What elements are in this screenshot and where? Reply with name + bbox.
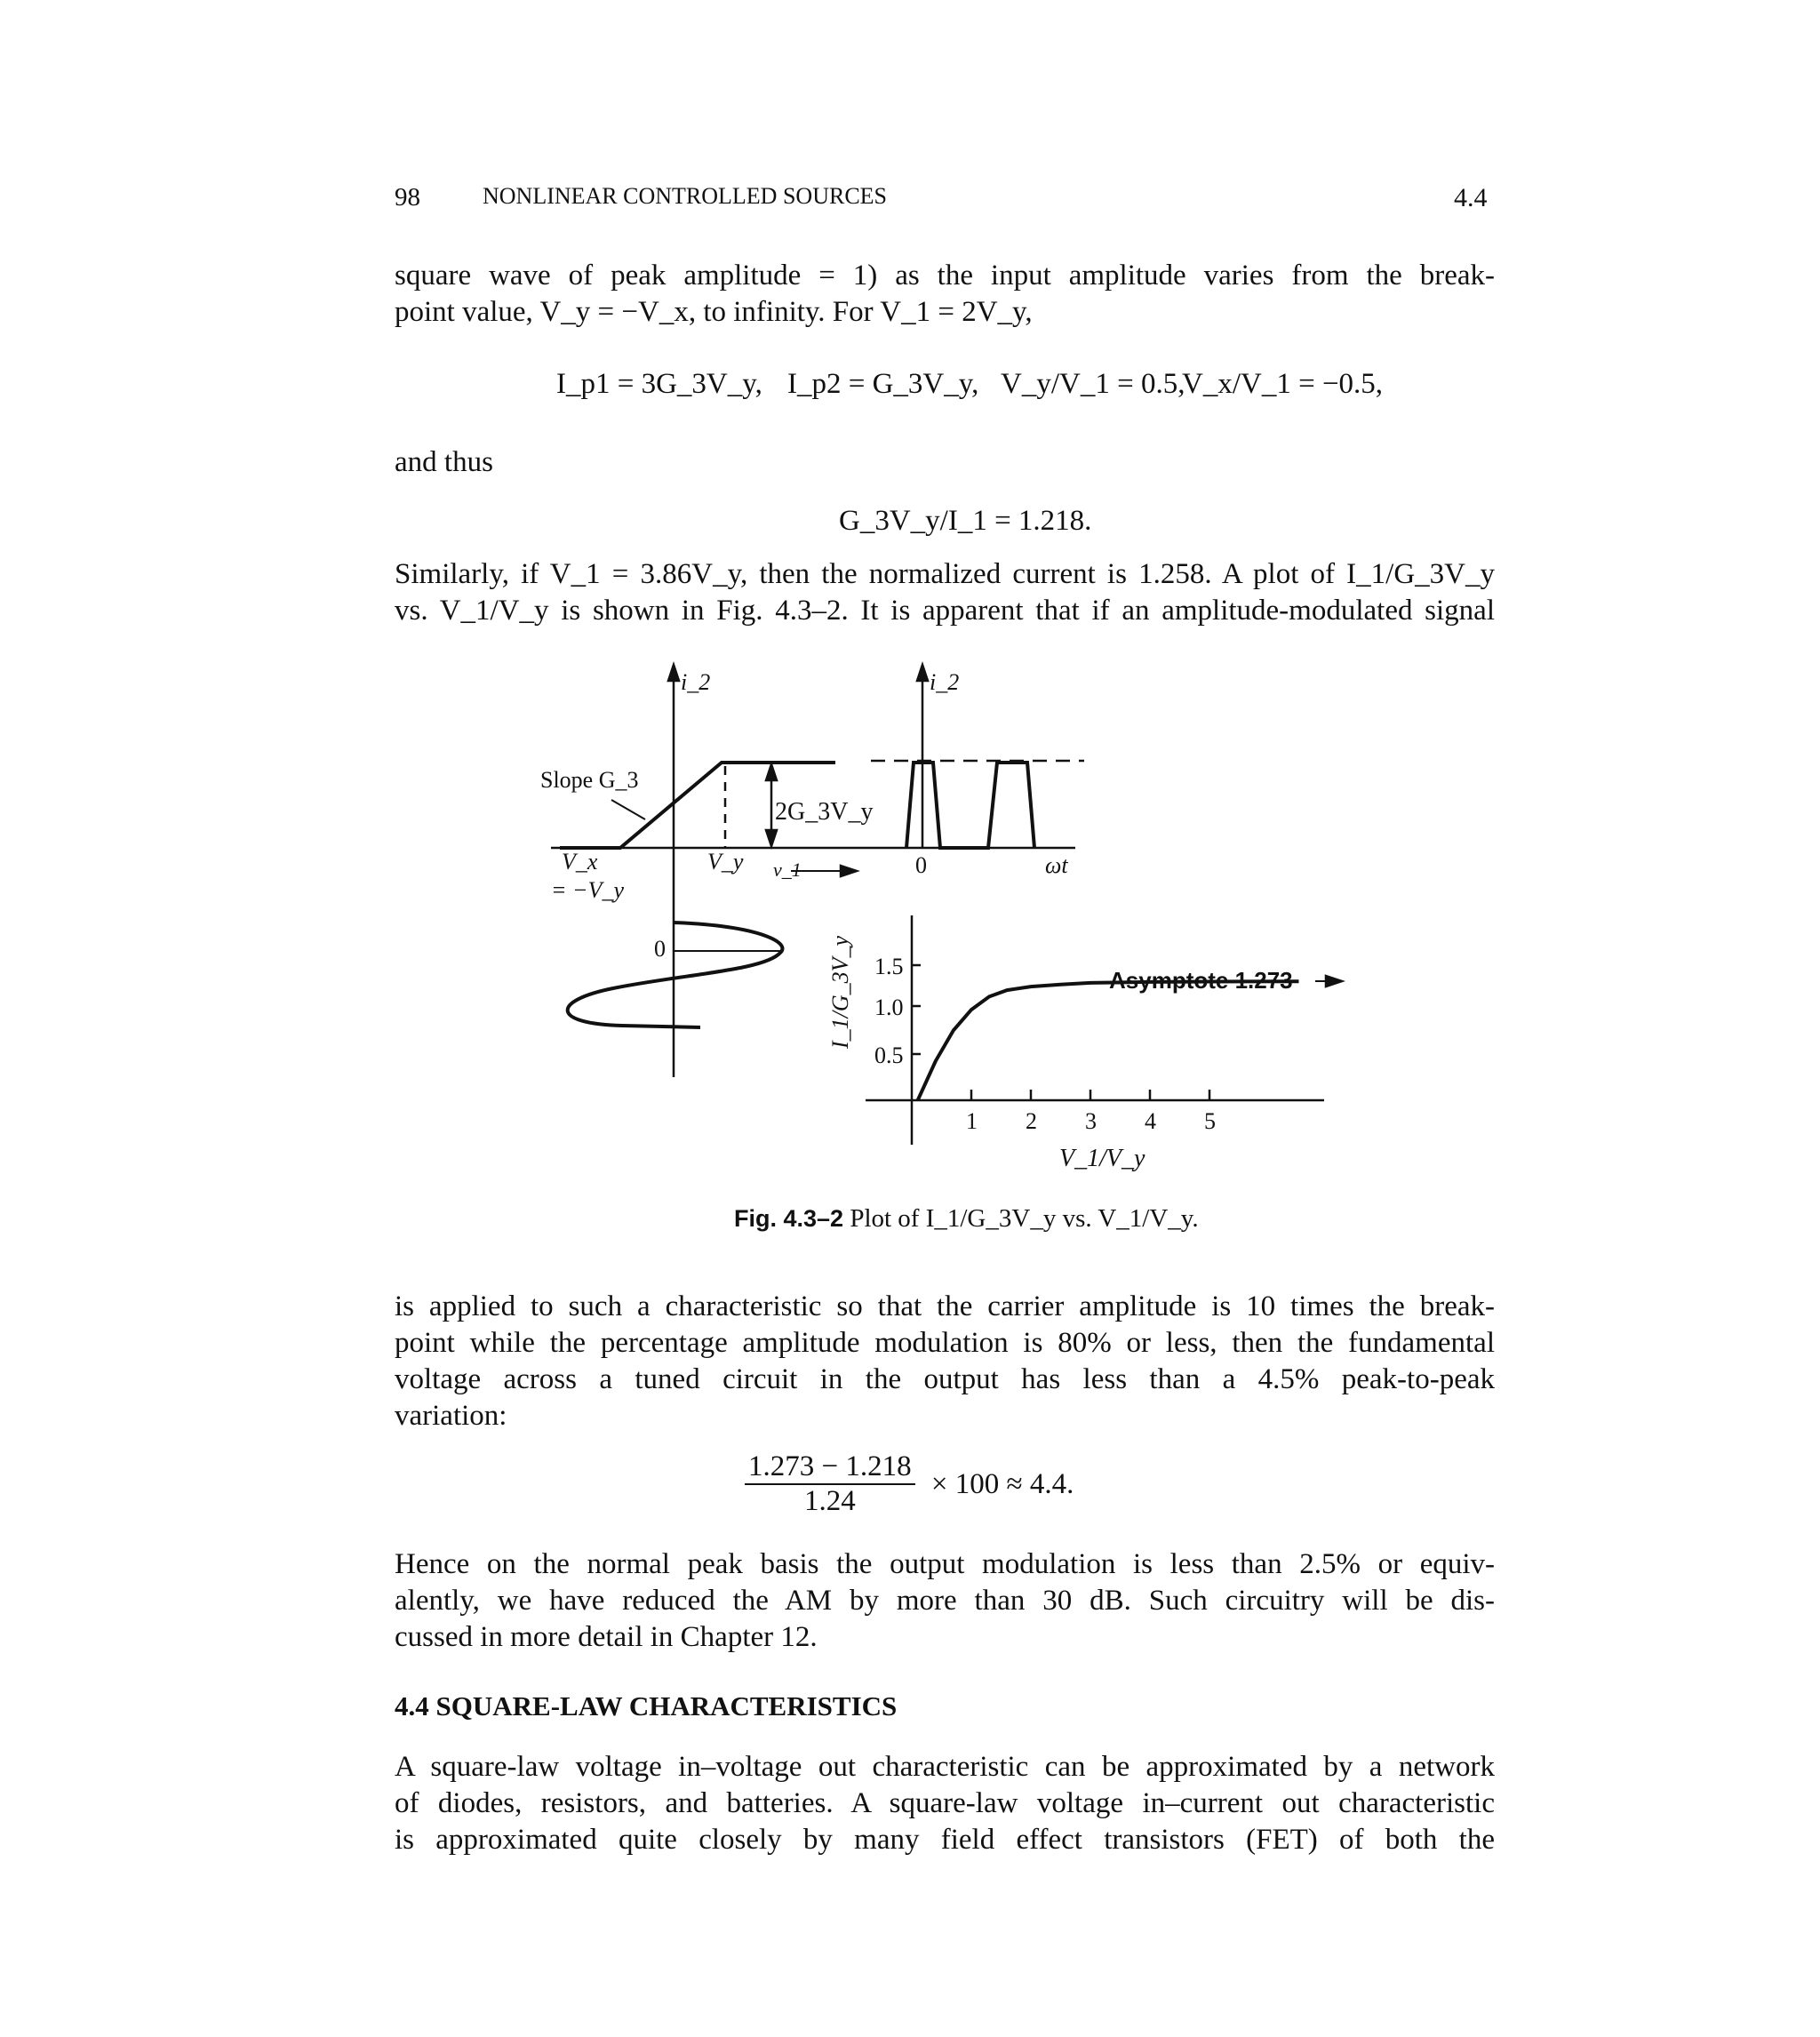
left-axis-arrow-icon [668, 665, 679, 681]
ytick-label: 1.5 [874, 954, 904, 979]
equation-ratio-x: V_x/V_1 = −0.5, [1182, 368, 1384, 400]
xtick-label: 2 [1026, 1108, 1037, 1134]
step-down-arrow-icon [766, 830, 777, 846]
normalized-current-curve [918, 981, 1299, 1100]
text-line: A square-law voltage in–voltage out characteristic can be approximated by a network [395, 1751, 1495, 1783]
text-line: point value, V_y = −V_x, to infinity. For V_1 = 2V_y, [395, 296, 1033, 328]
equation-ip1: I_p1 = 3G_3V_y, [556, 368, 762, 400]
caption-label: Fig. 4.3–2 [734, 1205, 844, 1232]
text-line: square wave of peak amplitude = 1) as the input amplitude varies from the break- [395, 260, 1495, 292]
ytick-label: 0.5 [874, 1042, 904, 1068]
equation-ratio-y: V_y/V_1 = 0.5, [1001, 368, 1185, 400]
figure-caption [734, 1204, 1199, 1234]
text-line: of diodes, resistors, and batteries. A square-law voltage in–current out characteristic [395, 1787, 1495, 1819]
text-line: is applied to such a characteristic so that the carrier amplitude is 10 times the break- [395, 1290, 1495, 1322]
caption-text: Plot of I_1/G_3V_y vs. V_1/V_y. [850, 1204, 1199, 1233]
vx-equals-label: = −V_y [551, 877, 625, 903]
right-axis-label: i_2 [930, 669, 960, 695]
v1-arrow-icon [841, 866, 857, 876]
xtick-label: 3 [1085, 1108, 1097, 1134]
running-title: NONLINEAR CONTROLLED SOURCES [483, 183, 887, 209]
paragraph-3 [395, 1289, 1495, 1434]
v1-label: v_1 [773, 859, 802, 881]
vy-label: V_y [707, 849, 744, 875]
equation-ip2: I_p2 = G_3V_y, [787, 368, 979, 400]
slope-leader-line [611, 800, 645, 819]
text-line: alently, we have reduced the AM by more than 30 dB. Such circuitry will be dis- [395, 1585, 1495, 1617]
vx-label: V_x [562, 849, 598, 875]
input-zero-label: 0 [654, 936, 666, 962]
text-line: is approximated quite closely by many field effect transistors (FET) of both the [395, 1824, 1495, 1856]
and-thus-text: and thus [395, 446, 493, 478]
step-up-arrow-icon [766, 764, 777, 780]
asymptote-arrow-icon [1326, 976, 1342, 987]
text-line: cussed in more detail in Chapter 12. [395, 1621, 818, 1653]
paragraph-1 [395, 258, 1495, 331]
plot-x-ticks [971, 1090, 1209, 1100]
text-line: variation: [395, 1400, 507, 1432]
section-number: 4.4 [1454, 183, 1488, 212]
section-heading: 4.4 SQUARE-LAW CHARACTERISTICS [395, 1690, 898, 1721]
text-line: Hence on the normal peak basis the output modulation is less than 2.5% or equiv- [395, 1548, 1495, 1580]
fraction-numerator: 1.273 − 1.218 [745, 1450, 915, 1485]
text-line: Similarly, if V_1 = 3.86V_y, then the normalized current is 1.258. A plot of I_1/G_3V_y [395, 558, 1495, 590]
text-line: vs. V_1/V_y is shown in Fig. 4.3–2. It is apparent that if an amplitude-modulated signal [395, 595, 1495, 627]
right-axis-arrow-icon [917, 665, 928, 681]
ytick-label: 1.0 [874, 995, 904, 1020]
step-label: 2G_3V_y [775, 798, 874, 826]
left-axis-label: i_2 [681, 669, 711, 695]
paragraph-5 [395, 1749, 1495, 1858]
equation-g3vy: G_3V_y/I_1 = 1.218. [839, 505, 1092, 537]
plot-x-label: V_1/V_y [1059, 1145, 1145, 1172]
xtick-label: 4 [1145, 1108, 1156, 1134]
right-zero-label: 0 [915, 852, 927, 878]
text-line: point while the percentage amplitude modulation is 80% or less, then the fundamental [395, 1327, 1495, 1359]
paragraph-4 [395, 1546, 1495, 1656]
slope-label: Slope G_3 [540, 767, 639, 793]
equation-tail: × 100 ≈ 4.4. [930, 1467, 1074, 1500]
fraction-denominator: 1.24 [803, 1485, 856, 1517]
text-line: voltage across a tuned circuit in the output has less than a 4.5% peak-to-peak [395, 1363, 1495, 1395]
plot-y-label: I_1/G_3V_y [827, 935, 853, 1049]
asymptote-label: Asymptote 1.273 [1109, 967, 1293, 994]
equation-percentage [745, 1450, 1074, 1518]
output-clipped-wave [906, 763, 1034, 848]
xtick-label: 1 [966, 1108, 978, 1134]
input-sine-wave [568, 923, 783, 1027]
figure-4-3-2 [515, 658, 1351, 1191]
page-number: 98 [395, 183, 420, 212]
wt-label: ωt [1045, 852, 1068, 878]
paragraph-2 [395, 556, 1495, 629]
equation-fraction [745, 1450, 915, 1518]
xtick-label: 5 [1204, 1108, 1216, 1134]
